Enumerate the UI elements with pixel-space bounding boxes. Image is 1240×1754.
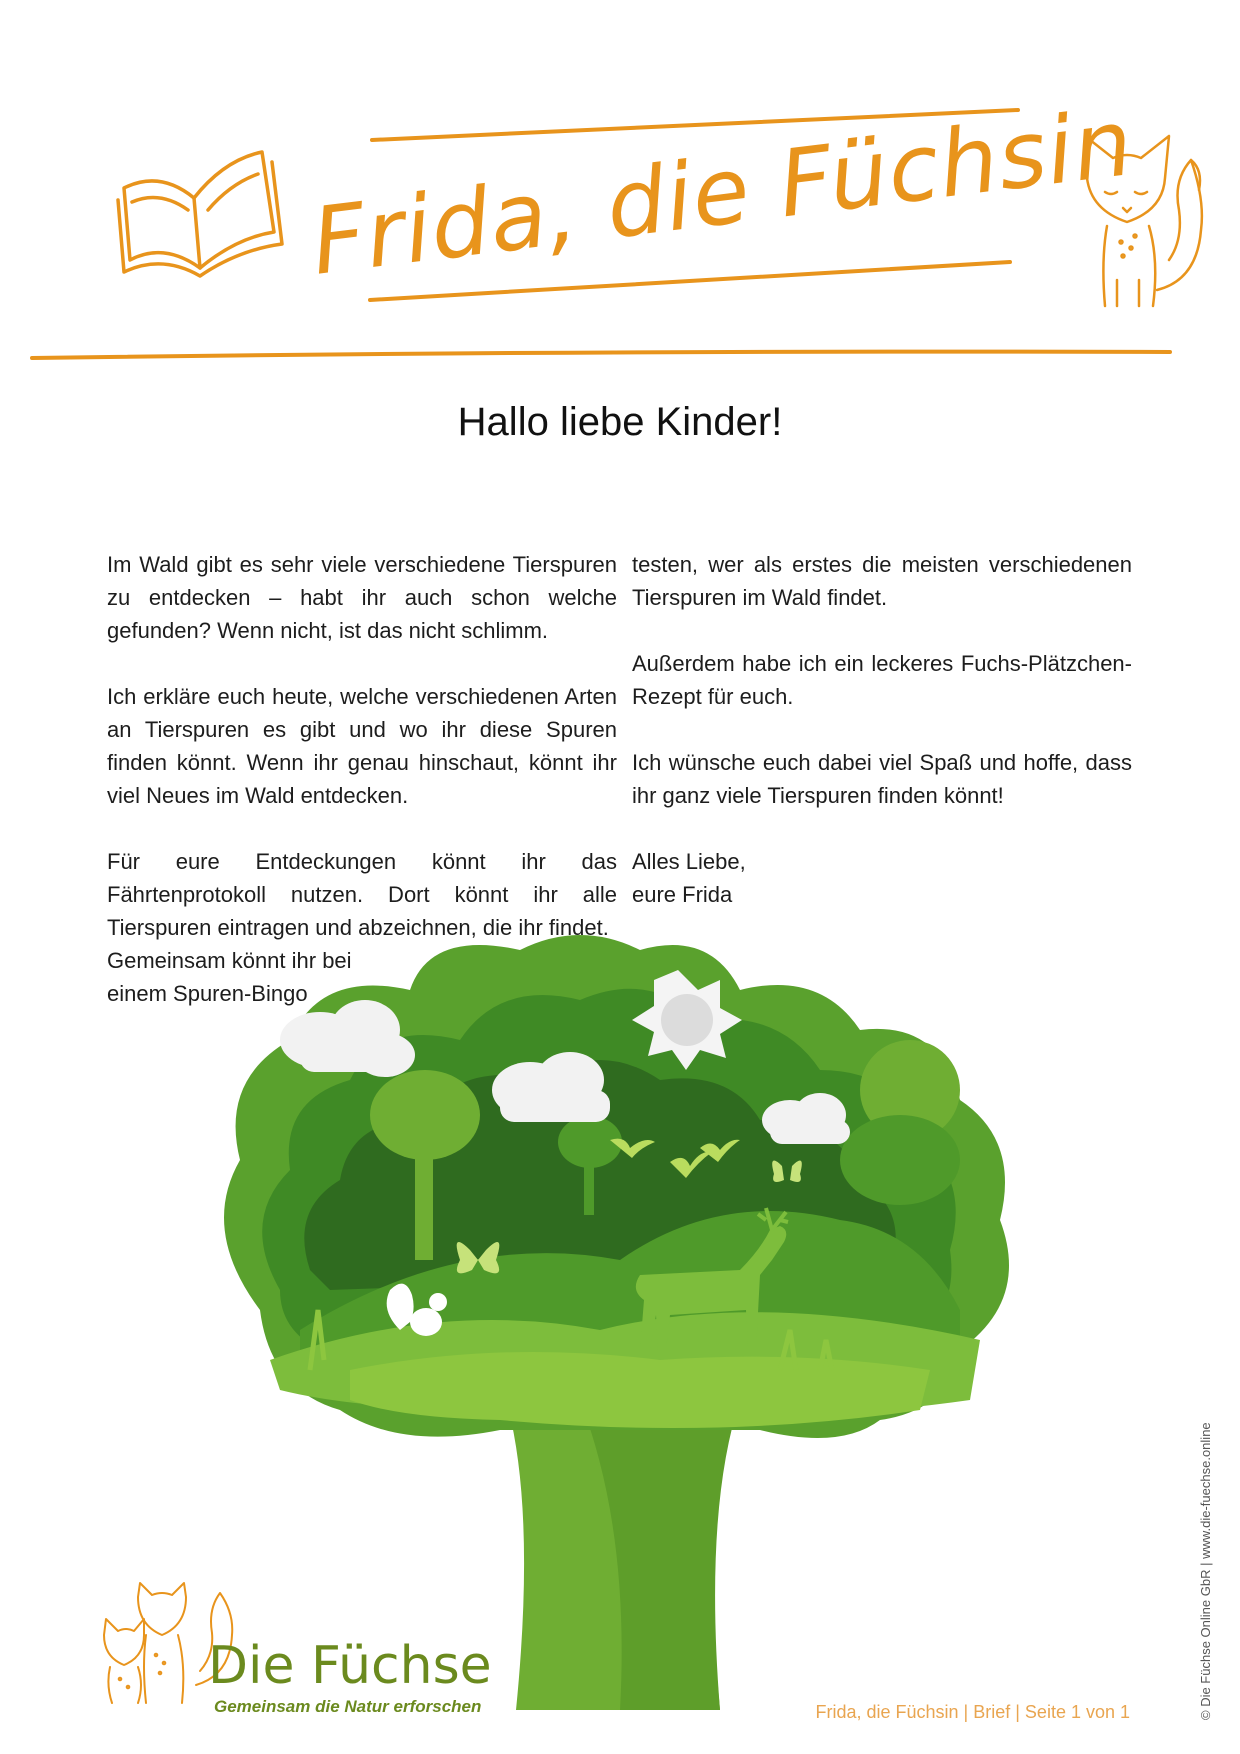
brand-logo-name: Die Füchse bbox=[208, 1636, 492, 1696]
letter-line: Gemeinsam könnt ihr bei bbox=[107, 948, 352, 973]
letter-paragraph: Ich wünsche euch dabei viel Spaß und hoffe, dass ihr ganz viele Tierspuren finden könnt! bbox=[632, 750, 1132, 808]
page-footer: Frida, die Füchsin | Brief | Seite 1 von 1 bbox=[815, 1702, 1130, 1722]
letter-paragraph: Im Wald gibt es sehr viele verschiedene Tierspuren zu entdecken – habt ihr auch schon welche gefunden? Wenn nicht, ist das nicht schlimm. bbox=[107, 552, 617, 643]
letter-paragraph: Ich erkläre euch heute, welche verschiedenen Arten an Tierspuren es gibt und wo ihr diese Spuren finden könnt. Wenn ihr genau hinschaut, könnt ihr viel Neues im Wald entdecken. bbox=[107, 684, 617, 808]
letter-line: einem Spuren-Bingo bbox=[107, 981, 308, 1006]
signature-line: eure Frida bbox=[632, 882, 733, 907]
letter-paragraph: testen, wer als erstes die meisten verschiedenen Tierspuren im Wald findet. bbox=[632, 552, 1132, 610]
letter-right-column bbox=[632, 548, 1132, 911]
closing-line: Alles Liebe, bbox=[632, 849, 746, 874]
page-title: Frida, die Füchsin bbox=[306, 88, 1139, 296]
forest-tree-illustration bbox=[200, 930, 1060, 1710]
side-copyright: © Die Füchse Online GbR | www.die-fuechse.online bbox=[1198, 1422, 1213, 1720]
greeting-heading: Hallo liebe Kinder! bbox=[457, 400, 783, 444]
letter-paragraph: Außerdem habe ich ein leckeres Fuchs-Plätzchen-Rezept für euch. bbox=[632, 651, 1132, 709]
open-book-icon bbox=[112, 140, 292, 280]
letter-paragraph: Für eure Entdeckungen könnt ihr das Fährtenprotokoll nutzen. Dort könnt ihr alle Tierspuren eintragen und abzeichnen, die ihr findet. bbox=[107, 849, 617, 940]
brand-logo-tagline: Gemeinsam die Natur erforschen bbox=[214, 1697, 482, 1716]
